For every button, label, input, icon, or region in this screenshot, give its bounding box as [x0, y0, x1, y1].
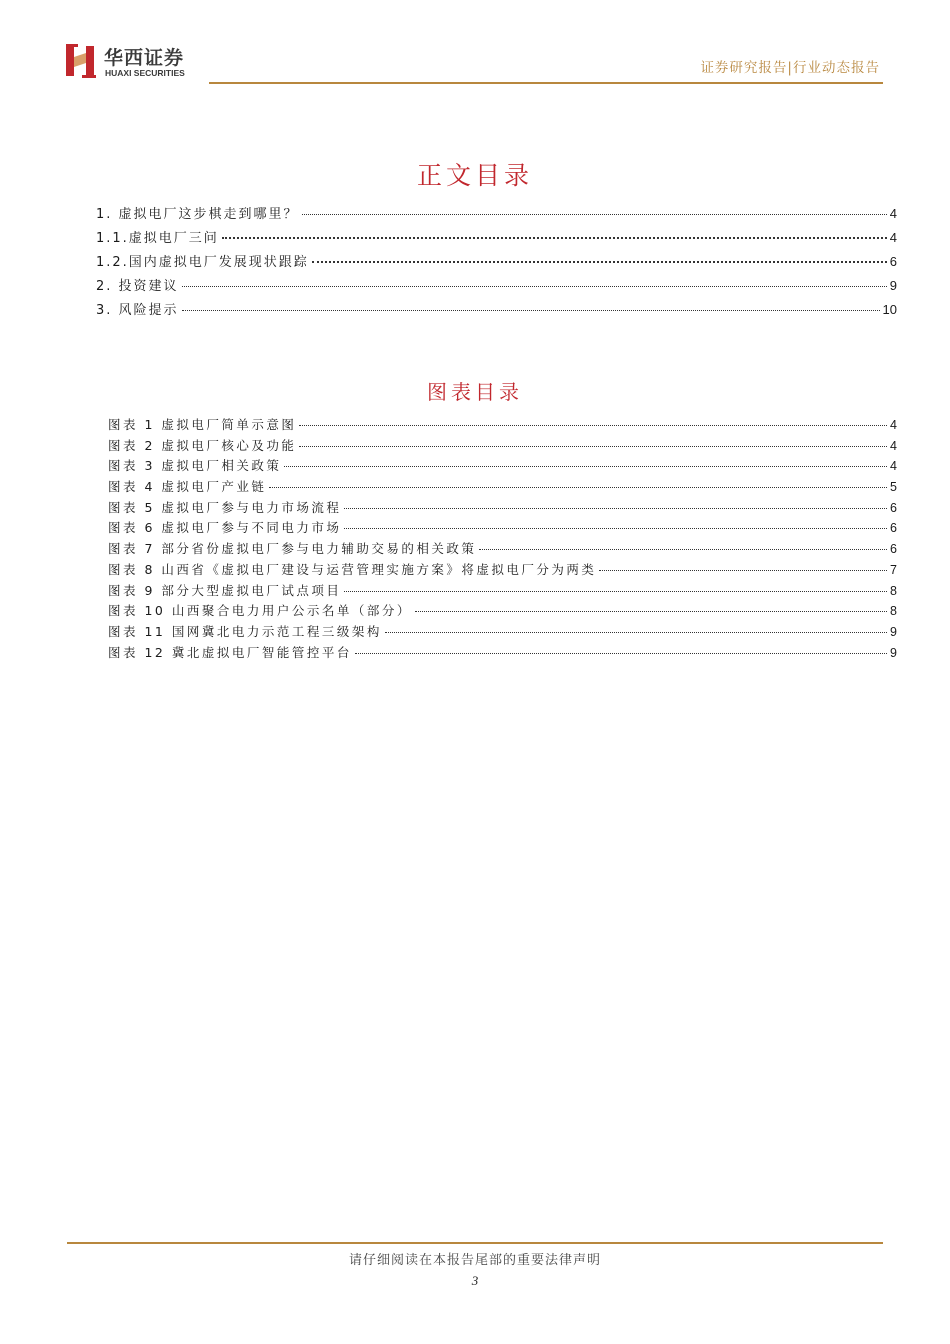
figure-item[interactable] [108, 456, 897, 477]
toc-item-label: 3. 风险提示 [96, 303, 179, 318]
logo-english-text: HUAXI SECURITIES [105, 68, 185, 78]
figure-item-label: 图表 4 虚拟电厂产业链 [108, 479, 267, 495]
toc-item-label: 2. 投资建议 [96, 279, 179, 294]
page-header [0, 0, 950, 90]
leader-dots [355, 653, 887, 654]
figure-item[interactable] [108, 539, 897, 560]
toc-title: 正文目录 [416, 161, 533, 190]
toc-list [96, 203, 897, 323]
figure-item[interactable] [108, 518, 897, 539]
header-divider [209, 82, 883, 84]
figure-item[interactable] [108, 601, 897, 622]
toc-item-page: 4 [889, 230, 897, 245]
toc-item-page: 10 [882, 302, 897, 317]
leader-dots [182, 310, 880, 311]
report-type-label: 证券研究报告|行业动态报告 [700, 60, 880, 76]
figures-title: 图表目录 [427, 380, 523, 404]
figure-item[interactable] [108, 498, 897, 519]
toc-item-page: 9 [889, 278, 897, 293]
figure-item[interactable] [108, 560, 897, 581]
figures-list [108, 415, 897, 663]
figure-item[interactable] [108, 477, 897, 498]
figure-item-page: 4 [890, 459, 897, 474]
figure-item[interactable] [108, 643, 897, 664]
toc-item[interactable] [96, 203, 897, 227]
toc-item-page: 6 [889, 254, 897, 269]
leader-dots [284, 466, 887, 467]
leader-dots [299, 446, 887, 447]
leader-dots [344, 528, 887, 529]
figure-item[interactable] [108, 581, 897, 602]
leader-dots [479, 549, 887, 550]
figure-item-page: 4 [890, 438, 897, 453]
leader-dots [269, 487, 887, 488]
figure-item-label: 图表 3 虚拟电厂相关政策 [108, 458, 282, 474]
figure-item-label: 图表 6 虚拟电厂参与不同电力市场 [108, 520, 342, 536]
leader-dots [344, 591, 887, 592]
figure-item[interactable] [108, 436, 897, 457]
figure-item-label: 图表 9 部分大型虚拟电厂试点项目 [108, 582, 342, 598]
leader-dots [344, 508, 887, 509]
figure-item-label: 图表 7 部分省份虚拟电厂参与电力辅助交易的相关政策 [108, 541, 477, 557]
figure-item-page: 9 [890, 624, 897, 639]
leader-dots [302, 214, 887, 215]
figure-item-page: 6 [890, 500, 897, 515]
toc-item-label: 1.1.虚拟电厂三问 [96, 231, 219, 246]
legal-notice: 请仔细阅读在本报告尾部的重要法律声明 [348, 1253, 601, 1268]
figure-item-page: 6 [890, 542, 897, 557]
toc-item[interactable] [96, 251, 897, 275]
toc-item[interactable] [96, 275, 897, 299]
figure-item-label: 图表 2 虚拟电厂核心及功能 [108, 437, 297, 453]
figure-item-label: 图表 5 虚拟电厂参与电力市场流程 [108, 499, 342, 515]
leader-dots [415, 611, 887, 612]
figure-item-label: 图表 10 山西聚合电力用户公示名单（部分） [108, 603, 412, 619]
leader-dots [182, 286, 887, 287]
figure-item-label: 图表 1 虚拟电厂简单示意图 [108, 417, 297, 432]
toc-item[interactable] [96, 227, 897, 251]
leader-dots [299, 425, 887, 426]
figure-item[interactable] [108, 415, 897, 436]
toc-item-label: 1. 虚拟电厂这步棋走到哪里？ [96, 207, 299, 222]
leader-dots [599, 570, 887, 571]
figure-item-page: 9 [890, 645, 897, 660]
figure-item-page: 5 [890, 480, 897, 495]
toc-item[interactable] [96, 299, 897, 323]
figure-item-page: 8 [890, 583, 897, 598]
huaxi-logo-icon [66, 44, 96, 78]
logo-chinese-text: 华西证券 [104, 47, 185, 69]
company-logo [66, 44, 206, 84]
figure-item[interactable] [108, 622, 897, 643]
figure-item-label: 图表 8 山西省《虚拟电厂建设与运营管理实施方案》将虚拟电厂分为两类 [108, 561, 597, 577]
toc-item-page: 4 [889, 206, 897, 221]
toc-item-label: 1.2.国内虚拟电厂发展现状跟踪 [96, 255, 309, 270]
figure-item-label: 图表 11 国网冀北电力示范工程三级架构 [108, 623, 382, 639]
leader-dots [312, 261, 887, 263]
figure-item-page: 7 [890, 562, 897, 577]
leader-dots [222, 237, 887, 239]
figure-item-label: 图表 12 冀北虚拟电厂智能管控平台 [108, 644, 352, 660]
figure-item-page: 6 [890, 521, 897, 536]
figure-item-page: 4 [890, 418, 897, 432]
leader-dots [385, 632, 887, 633]
page-number: 3 [471, 1273, 479, 1288]
footer-divider [67, 1242, 883, 1244]
figure-item-page: 8 [890, 604, 897, 619]
